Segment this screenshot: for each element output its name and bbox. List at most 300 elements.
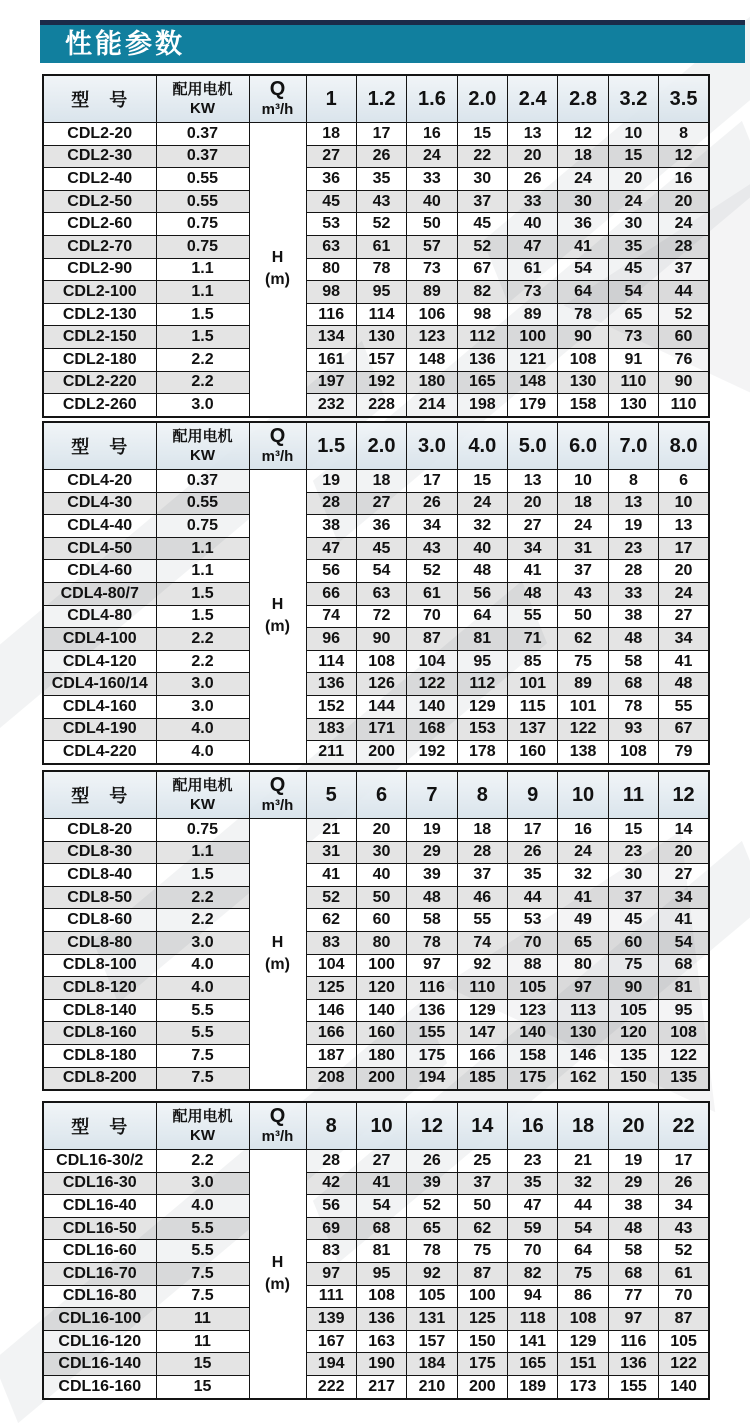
head-symbol: H xyxy=(271,596,284,614)
head-value-cell: 8 xyxy=(608,470,658,493)
model-cell: CDL4-190 xyxy=(43,718,156,741)
table-row xyxy=(43,1353,709,1376)
table-row xyxy=(43,1172,709,1195)
head-value-cell: 108 xyxy=(608,741,658,764)
motor-kw-cell: 3.0 xyxy=(156,1172,249,1195)
head-value-cell: 28 xyxy=(608,560,658,583)
header-row xyxy=(43,422,709,470)
model-cell: CDL8-180 xyxy=(43,1044,156,1067)
head-value-cell: 35 xyxy=(508,1172,558,1195)
flow-value-header-2.4: 2.4 xyxy=(508,75,558,123)
head-value-cell: 74 xyxy=(457,931,507,954)
head-value-cell: 77 xyxy=(608,1285,658,1308)
model-cell: CDL16-80 xyxy=(43,1285,156,1308)
head-value-cell: 121 xyxy=(508,348,558,371)
head-value-cell: 43 xyxy=(659,1217,709,1240)
head-value-cell: 108 xyxy=(659,1022,709,1045)
head-value-cell: 73 xyxy=(508,281,558,304)
model-cell: CDL4-50 xyxy=(43,537,156,560)
head-value-cell: 70 xyxy=(659,1285,709,1308)
motor-header-line1: 配用电机 xyxy=(172,777,233,794)
model-cell: CDL16-100 xyxy=(43,1308,156,1331)
motor-kw-cell: 1.1 xyxy=(156,560,249,583)
head-value-cell: 15 xyxy=(457,123,507,146)
head-value-cell: 192 xyxy=(356,371,406,394)
model-cell: CDL4-30 xyxy=(43,492,156,515)
head-symbol: H xyxy=(271,934,284,952)
flow-value-header-8: 8 xyxy=(306,1102,356,1150)
head-value-cell: 120 xyxy=(608,1022,658,1045)
head-value-cell: 21 xyxy=(306,819,356,842)
table-header xyxy=(43,75,709,123)
table-row xyxy=(43,560,709,583)
head-value-cell: 192 xyxy=(407,741,457,764)
table-row xyxy=(43,695,709,718)
head-value-cell: 92 xyxy=(407,1262,457,1285)
head-value-cell: 190 xyxy=(356,1353,406,1376)
head-value-cell: 16 xyxy=(407,123,457,146)
head-value-cell: 139 xyxy=(306,1308,356,1331)
head-value-cell: 15 xyxy=(608,819,658,842)
head-value-cell: 58 xyxy=(407,909,457,932)
head-value-cell: 40 xyxy=(407,190,457,213)
head-value-cell: 56 xyxy=(306,1195,356,1218)
head-value-cell: 44 xyxy=(659,281,709,304)
motor-kw-cell: 3.0 xyxy=(156,394,249,417)
head-value-cell: 56 xyxy=(457,582,507,605)
motor-kw-cell: 0.55 xyxy=(156,190,249,213)
head-value-cell: 50 xyxy=(457,1195,507,1218)
table-row xyxy=(43,492,709,515)
head-value-cell: 63 xyxy=(356,582,406,605)
head-unit-merged-cell xyxy=(249,1150,306,1399)
head-value-cell: 110 xyxy=(608,371,658,394)
head-value-cell: 27 xyxy=(659,605,709,628)
head-value-cell: 29 xyxy=(407,841,457,864)
head-value-cell: 45 xyxy=(356,537,406,560)
motor-kw-cell: 5.5 xyxy=(156,1240,249,1263)
motor-kw-cell: 2.2 xyxy=(156,1150,249,1173)
table-row xyxy=(43,1044,709,1067)
head-value-cell: 8 xyxy=(659,123,709,146)
model-cell: CDL2-40 xyxy=(43,168,156,191)
motor-kw-cell: 1.5 xyxy=(156,326,249,349)
head-value-cell: 144 xyxy=(356,695,406,718)
head-value-cell: 41 xyxy=(659,909,709,932)
head-value-cell: 18 xyxy=(356,470,406,493)
flow-unit-header-cell xyxy=(249,75,306,123)
flow-value-header-18: 18 xyxy=(558,1102,608,1150)
model-cell: CDL16-160 xyxy=(43,1375,156,1398)
head-value-cell: 72 xyxy=(356,605,406,628)
head-value-cell: 95 xyxy=(457,650,507,673)
head-value-cell: 58 xyxy=(608,650,658,673)
head-value-cell: 100 xyxy=(457,1285,507,1308)
head-value-cell: 122 xyxy=(659,1353,709,1376)
q-unit: m³/h xyxy=(261,448,294,465)
header-row xyxy=(43,75,709,123)
head-value-cell: 81 xyxy=(659,977,709,1000)
head-value-cell: 129 xyxy=(457,999,507,1022)
head-value-cell: 140 xyxy=(508,1022,558,1045)
head-value-cell: 222 xyxy=(306,1375,356,1398)
table-row xyxy=(43,1150,709,1173)
model-cell: CDL16-120 xyxy=(43,1330,156,1353)
head-value-cell: 80 xyxy=(558,954,608,977)
head-value-cell: 200 xyxy=(356,741,406,764)
head-value-cell: 64 xyxy=(558,281,608,304)
flow-value-header-5.0: 5.0 xyxy=(508,422,558,470)
head-value-cell: 95 xyxy=(356,1262,406,1285)
head-value-cell: 160 xyxy=(508,741,558,764)
head-value-cell: 20 xyxy=(659,560,709,583)
head-value-cell: 13 xyxy=(508,470,558,493)
head-value-cell: 27 xyxy=(508,515,558,538)
head-value-cell: 148 xyxy=(508,371,558,394)
motor-header-cell xyxy=(156,771,249,819)
head-value-cell: 173 xyxy=(558,1375,608,1398)
motor-header-line1: 配用电机 xyxy=(172,81,233,98)
head-value-cell: 33 xyxy=(608,582,658,605)
head-value-cell: 78 xyxy=(558,303,608,326)
head-value-cell: 129 xyxy=(457,695,507,718)
head-value-cell: 137 xyxy=(508,718,558,741)
head-value-cell: 37 xyxy=(457,1172,507,1195)
table-row xyxy=(43,1195,709,1218)
head-value-cell: 108 xyxy=(558,348,608,371)
table-row xyxy=(43,303,709,326)
model-cell: CDL4-80 xyxy=(43,605,156,628)
table-row xyxy=(43,886,709,909)
head-value-cell: 47 xyxy=(306,537,356,560)
head-value-cell: 98 xyxy=(457,303,507,326)
model-cell: CDL8-20 xyxy=(43,819,156,842)
head-value-cell: 167 xyxy=(306,1330,356,1353)
motor-header-line1: 配用电机 xyxy=(172,1108,233,1125)
motor-kw-cell: 2.2 xyxy=(156,909,249,932)
model-header-cell: 型 号 xyxy=(43,75,156,123)
head-value-cell: 105 xyxy=(407,1285,457,1308)
model-cell: CDL4-160/14 xyxy=(43,673,156,696)
head-value-cell: 46 xyxy=(457,886,507,909)
head-value-cell: 175 xyxy=(508,1067,558,1090)
head-value-cell: 45 xyxy=(608,909,658,932)
head-value-cell: 31 xyxy=(306,841,356,864)
flow-value-header-7: 7 xyxy=(407,771,457,819)
head-value-cell: 31 xyxy=(558,537,608,560)
head-value-cell: 24 xyxy=(558,841,608,864)
flow-value-header-3.5: 3.5 xyxy=(659,75,709,123)
head-value-cell: 24 xyxy=(558,515,608,538)
motor-kw-cell: 0.75 xyxy=(156,235,249,258)
head-value-cell: 47 xyxy=(508,1195,558,1218)
head-value-cell: 83 xyxy=(306,1240,356,1263)
motor-kw-cell: 3.0 xyxy=(156,931,249,954)
head-value-cell: 115 xyxy=(508,695,558,718)
motor-kw-cell: 2.2 xyxy=(156,650,249,673)
motor-kw-cell: 0.75 xyxy=(156,515,249,538)
q-symbol: Q xyxy=(269,425,286,447)
model-header-cell: 型 号 xyxy=(43,771,156,819)
head-value-cell: 30 xyxy=(457,168,507,191)
head-value-cell: 75 xyxy=(457,1240,507,1263)
motor-kw-cell: 1.5 xyxy=(156,605,249,628)
head-value-cell: 6 xyxy=(659,470,709,493)
head-value-cell: 61 xyxy=(356,235,406,258)
motor-header-line2: KW xyxy=(190,796,215,813)
head-unit-merged-cell xyxy=(249,470,306,764)
table-row xyxy=(43,1262,709,1285)
head-value-cell: 71 xyxy=(508,628,558,651)
q-unit: m³/h xyxy=(261,797,294,814)
motor-kw-cell: 2.2 xyxy=(156,371,249,394)
head-value-cell: 90 xyxy=(608,977,658,1000)
table-header xyxy=(43,771,709,819)
head-value-cell: 48 xyxy=(659,673,709,696)
head-value-cell: 175 xyxy=(407,1044,457,1067)
table-row xyxy=(43,213,709,236)
motor-kw-cell: 1.5 xyxy=(156,582,249,605)
head-value-cell: 34 xyxy=(659,628,709,651)
flow-unit-header-cell xyxy=(249,1102,306,1150)
motor-header-cell xyxy=(156,422,249,470)
head-value-cell: 89 xyxy=(508,303,558,326)
head-value-cell: 34 xyxy=(508,537,558,560)
pump-table-CDL8 xyxy=(42,770,710,1091)
model-header-cell: 型 号 xyxy=(43,1102,156,1150)
head-value-cell: 194 xyxy=(306,1353,356,1376)
table-row xyxy=(43,954,709,977)
motor-header-cell xyxy=(156,75,249,123)
table-row xyxy=(43,1217,709,1240)
head-value-cell: 26 xyxy=(407,1150,457,1173)
head-value-cell: 60 xyxy=(356,909,406,932)
head-value-cell: 23 xyxy=(508,1150,558,1173)
head-value-cell: 26 xyxy=(508,841,558,864)
head-value-cell: 140 xyxy=(407,695,457,718)
model-cell: CDL2-50 xyxy=(43,190,156,213)
head-value-cell: 116 xyxy=(407,977,457,1000)
model-cell: CDL8-30 xyxy=(43,841,156,864)
head-value-cell: 28 xyxy=(306,1150,356,1173)
head-value-cell: 64 xyxy=(558,1240,608,1263)
flow-value-header-14: 14 xyxy=(457,1102,507,1150)
head-value-cell: 180 xyxy=(407,371,457,394)
head-value-cell: 45 xyxy=(457,213,507,236)
head-value-cell: 21 xyxy=(558,1150,608,1173)
head-value-cell: 162 xyxy=(558,1067,608,1090)
head-value-cell: 184 xyxy=(407,1353,457,1376)
head-value-cell: 123 xyxy=(407,326,457,349)
flow-value-header-6: 6 xyxy=(356,771,406,819)
head-value-cell: 95 xyxy=(659,999,709,1022)
head-value-cell: 41 xyxy=(508,560,558,583)
head-value-cell: 26 xyxy=(659,1172,709,1195)
head-value-cell: 48 xyxy=(508,582,558,605)
head-value-cell: 114 xyxy=(356,303,406,326)
flow-value-header-10: 10 xyxy=(558,771,608,819)
model-cell: CDL8-120 xyxy=(43,977,156,1000)
header-row xyxy=(43,771,709,819)
motor-kw-cell: 11 xyxy=(156,1330,249,1353)
head-value-cell: 56 xyxy=(306,560,356,583)
head-value-cell: 140 xyxy=(659,1375,709,1398)
motor-kw-cell: 7.5 xyxy=(156,1262,249,1285)
head-value-cell: 153 xyxy=(457,718,507,741)
model-cell: CDL8-140 xyxy=(43,999,156,1022)
head-value-cell: 30 xyxy=(356,841,406,864)
model-cell: CDL8-80 xyxy=(43,931,156,954)
flow-value-header-12: 12 xyxy=(659,771,709,819)
table-row xyxy=(43,605,709,628)
head-value-cell: 52 xyxy=(407,1195,457,1218)
head-value-cell: 40 xyxy=(457,537,507,560)
head-value-cell: 101 xyxy=(558,695,608,718)
head-value-cell: 79 xyxy=(659,741,709,764)
head-value-cell: 41 xyxy=(659,650,709,673)
head-value-cell: 54 xyxy=(659,931,709,954)
head-value-cell: 100 xyxy=(356,954,406,977)
table-header xyxy=(43,422,709,470)
section-banner xyxy=(40,20,745,63)
head-value-cell: 27 xyxy=(356,492,406,515)
flow-value-header-8: 8 xyxy=(457,771,507,819)
head-value-cell: 70 xyxy=(508,1240,558,1263)
head-value-cell: 97 xyxy=(306,1262,356,1285)
head-value-cell: 16 xyxy=(558,819,608,842)
head-value-cell: 27 xyxy=(356,1150,406,1173)
head-value-cell: 39 xyxy=(407,1172,457,1195)
q-symbol: Q xyxy=(269,1105,286,1127)
head-value-cell: 48 xyxy=(608,1217,658,1240)
head-value-cell: 104 xyxy=(407,650,457,673)
head-value-cell: 217 xyxy=(356,1375,406,1398)
head-symbol: H xyxy=(271,249,284,267)
model-header-cell: 型 号 xyxy=(43,422,156,470)
model-cell: CDL16-60 xyxy=(43,1240,156,1263)
motor-header-line2: KW xyxy=(190,100,215,117)
head-value-cell: 45 xyxy=(306,190,356,213)
table-row xyxy=(43,348,709,371)
motor-kw-cell: 0.37 xyxy=(156,470,249,493)
head-value-cell: 20 xyxy=(659,190,709,213)
head-value-cell: 12 xyxy=(558,123,608,146)
table-body xyxy=(43,819,709,1091)
head-value-cell: 43 xyxy=(407,537,457,560)
table-row xyxy=(43,1022,709,1045)
head-value-cell: 20 xyxy=(508,145,558,168)
head-value-cell: 92 xyxy=(457,954,507,977)
model-cell: CDL2-260 xyxy=(43,394,156,417)
head-value-cell: 12 xyxy=(659,145,709,168)
head-value-cell: 59 xyxy=(508,1217,558,1240)
table-row xyxy=(43,931,709,954)
head-value-cell: 41 xyxy=(558,235,608,258)
head-value-cell: 146 xyxy=(306,999,356,1022)
head-value-cell: 166 xyxy=(457,1044,507,1067)
head-value-cell: 116 xyxy=(608,1330,658,1353)
model-cell: CDL8-50 xyxy=(43,886,156,909)
head-value-cell: 18 xyxy=(306,123,356,146)
head-value-cell: 125 xyxy=(306,977,356,1000)
pump-table-CDL2 xyxy=(42,74,710,418)
head-value-cell: 78 xyxy=(407,931,457,954)
head-value-cell: 24 xyxy=(558,168,608,191)
model-cell: CDL2-70 xyxy=(43,235,156,258)
table-row xyxy=(43,582,709,605)
head-value-cell: 54 xyxy=(558,1217,608,1240)
head-value-cell: 65 xyxy=(558,931,608,954)
motor-kw-cell: 11 xyxy=(156,1308,249,1331)
head-value-cell: 200 xyxy=(457,1375,507,1398)
flow-value-header-16: 16 xyxy=(508,1102,558,1150)
head-value-cell: 210 xyxy=(407,1375,457,1398)
motor-header-line2: KW xyxy=(190,1127,215,1144)
table-row xyxy=(43,1330,709,1353)
motor-kw-cell: 3.0 xyxy=(156,673,249,696)
table-row xyxy=(43,168,709,191)
model-cell: CDL16-30 xyxy=(43,1172,156,1195)
head-value-cell: 19 xyxy=(608,1150,658,1173)
motor-kw-cell: 1.5 xyxy=(156,303,249,326)
head-value-cell: 90 xyxy=(356,628,406,651)
head-value-cell: 17 xyxy=(659,537,709,560)
head-value-cell: 80 xyxy=(306,258,356,281)
motor-kw-cell: 0.75 xyxy=(156,819,249,842)
head-value-cell: 61 xyxy=(407,582,457,605)
head-value-cell: 150 xyxy=(457,1330,507,1353)
head-value-cell: 55 xyxy=(659,695,709,718)
head-value-cell: 78 xyxy=(407,1240,457,1263)
head-value-cell: 17 xyxy=(356,123,406,146)
model-cell: CDL8-40 xyxy=(43,864,156,887)
model-cell: CDL8-160 xyxy=(43,1022,156,1045)
model-cell: CDL2-100 xyxy=(43,281,156,304)
head-value-cell: 33 xyxy=(508,190,558,213)
model-cell: CDL2-90 xyxy=(43,258,156,281)
head-value-cell: 32 xyxy=(457,515,507,538)
table-row xyxy=(43,258,709,281)
head-value-cell: 43 xyxy=(558,582,608,605)
head-value-cell: 25 xyxy=(457,1150,507,1173)
pump-table-CDL16 xyxy=(42,1101,710,1400)
head-value-cell: 74 xyxy=(306,605,356,628)
head-value-cell: 89 xyxy=(558,673,608,696)
head-value-cell: 48 xyxy=(457,560,507,583)
head-value-cell: 68 xyxy=(608,673,658,696)
model-cell: CDL4-20 xyxy=(43,470,156,493)
head-value-cell: 43 xyxy=(356,190,406,213)
model-cell: CDL2-180 xyxy=(43,348,156,371)
head-value-cell: 14 xyxy=(659,819,709,842)
head-unit-merged-cell xyxy=(249,123,306,417)
head-value-cell: 86 xyxy=(558,1285,608,1308)
head-value-cell: 33 xyxy=(407,168,457,191)
head-value-cell: 30 xyxy=(608,213,658,236)
head-value-cell: 53 xyxy=(508,909,558,932)
head-value-cell: 53 xyxy=(306,213,356,236)
head-value-cell: 75 xyxy=(558,650,608,673)
head-value-cell: 78 xyxy=(356,258,406,281)
motor-kw-cell: 7.5 xyxy=(156,1285,249,1308)
head-value-cell: 97 xyxy=(407,954,457,977)
head-value-cell: 118 xyxy=(508,1308,558,1331)
head-value-cell: 37 xyxy=(659,258,709,281)
motor-kw-cell: 4.0 xyxy=(156,741,249,764)
flow-value-header-7.0: 7.0 xyxy=(608,422,658,470)
head-value-cell: 108 xyxy=(356,1285,406,1308)
pump-table-CDL4 xyxy=(42,421,710,765)
